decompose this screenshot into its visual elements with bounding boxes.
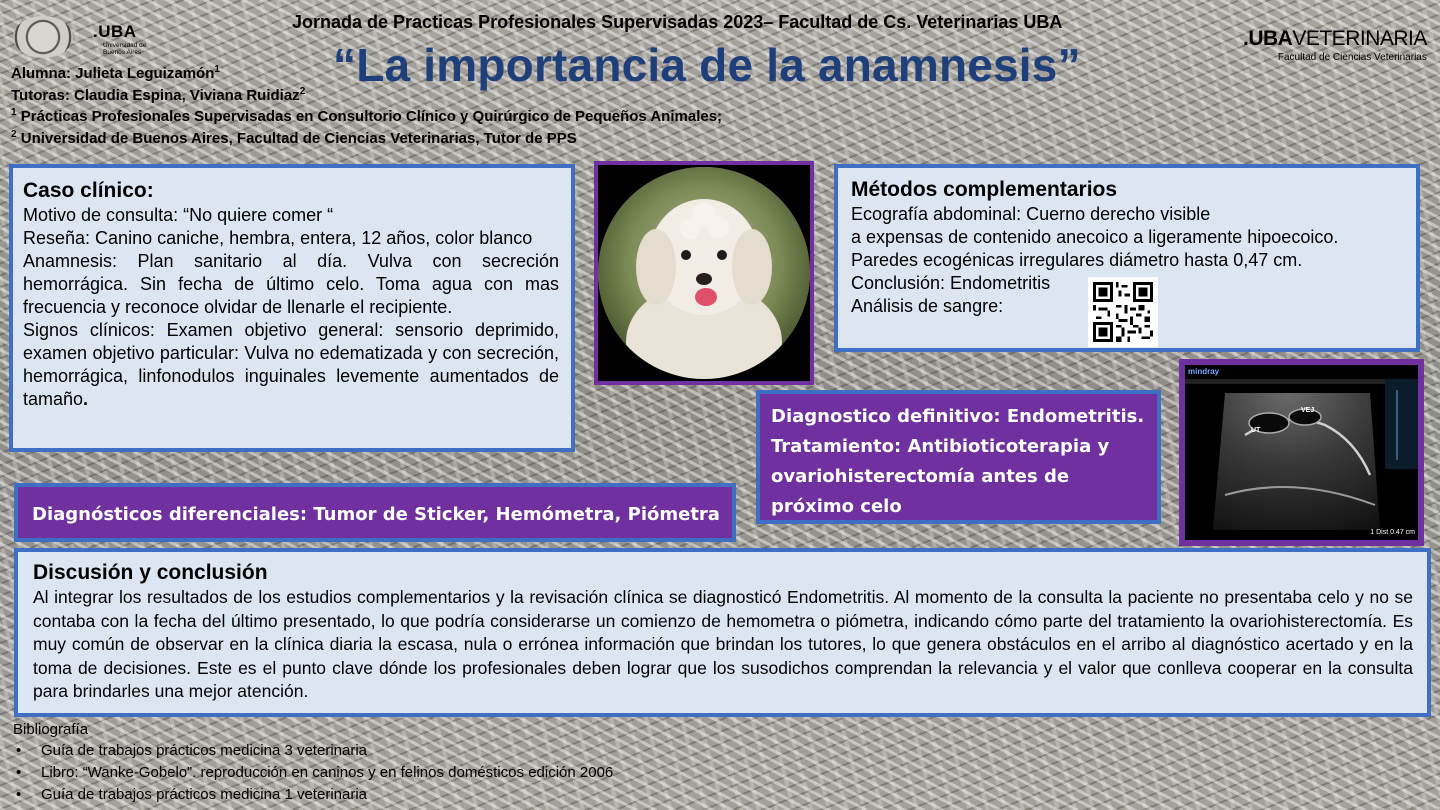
author-name: Alumna: Julieta Leguizamón — [11, 65, 215, 82]
dog-photo — [598, 167, 810, 379]
affiliation-2-sup: 2 — [11, 129, 17, 140]
bullet-icon: • — [16, 742, 22, 759]
affiliation-2-text: Universidad de Buenos Aires, Facultad de Ciencias Veterinarias, Tutor de PPS — [16, 130, 577, 147]
ultrasound-brand: mindray — [1188, 367, 1220, 376]
bibliografia-item-text: Guía de trabajos prácticos medicina 3 veterinaria — [41, 742, 368, 759]
ultrasound-label-vej: VEJ — [1301, 407, 1315, 414]
tutors-line — [11, 86, 305, 104]
diagnostico-line-4: próximo celo — [771, 496, 902, 517]
discusion-panel — [14, 548, 1431, 717]
bibliografia-title: Bibliografía — [13, 721, 89, 738]
uba-logo-subtext-2: Buenos Aires — [103, 49, 142, 56]
bibliografia-item-text: Libro: “Wanke-Gobelo”. reproducción en caninos y en felinos domésticos edición 2006 — [41, 764, 614, 781]
bibliografia-item — [16, 742, 367, 759]
ultrasound-measure: 1 Dist 0.47 cm — [1370, 529, 1415, 536]
metodos-line-4: Conclusión: Endometritis — [851, 273, 1051, 293]
tutors-sup: 2 — [299, 86, 306, 97]
caso-signos — [23, 319, 559, 411]
caso-clinico-title: Caso clínico: — [23, 179, 154, 202]
affiliation-2 — [11, 129, 577, 147]
caso-resena: Reseña: Canino caniche, hembra, entera, 12 años, color blanco — [23, 228, 533, 248]
qr-code-icon — [1093, 282, 1153, 342]
affiliation-1-text: Prácticas Profesionales Supervisadas en Consultorio Clínico y Quirúrgico de Pequeños Animales; — [16, 108, 723, 125]
dog-photo-frame — [594, 161, 814, 385]
ultrasound-image — [1185, 365, 1418, 540]
metodos-line-5: Análisis de sangre: — [851, 296, 1004, 316]
university-seal-logo — [13, 16, 73, 58]
affiliation-1 — [11, 107, 722, 125]
poodle-illustration — [598, 167, 810, 379]
bibliografia-item-text: Guía de trabajos prácticos medicina 1 veterinaria — [41, 786, 368, 803]
bibliografia-item — [16, 786, 367, 803]
metodos-line-1: Ecografía abdominal: Cuerno derecho visible — [851, 204, 1211, 224]
author-sup: 1 — [214, 64, 220, 75]
affiliation-1-sup: 1 — [11, 107, 17, 118]
caso-motivo: Motivo de consulta: “No quiere comer “ — [23, 205, 334, 225]
caso-signos-end: . — [83, 389, 89, 409]
ultrasound-image-frame — [1179, 359, 1424, 546]
event-title: Jornada de Practicas Profesionales Supervisadas 2023– Facultad de Cs. Veterinarias UBA — [292, 12, 1063, 32]
qr-code[interactable] — [1088, 277, 1158, 347]
ubavet-logo-rest: VETERINARIA — [1292, 27, 1427, 50]
discusion-text: Al integrar los resultados de los estudios complementarios y la revisación clínica se diagnosticó Endometritis. Al momento de la consulta la paciente no presentaba celo y no se contaba con la fecha del último presentado, lo que podría considerarse un comienzo de hemometra o piómetra, indicando cómo parte del tratamiento la ovariohisterectomía. Es muy común de observar en la clínica diaria la escasa, nula o errónea información que brindan los tutores, lo que genera obstáculos en el arribo al diagnóstico acertado y en la toma de decisiones. Este es el punto clave dónde los profesionales deben lograr que los susodichos comprendan la relevancia y el valor que conlleva cooperar en la consulta para brindarles una mejor atención. — [33, 587, 1413, 701]
ubavet-logo-subtitle: Facultad de Ciencias Veterinarias — [1277, 52, 1427, 63]
ubavet-logo-bold: .UBA — [1243, 27, 1293, 50]
uba-logo — [93, 22, 146, 56]
uba-logo-text: .UBA — [93, 22, 137, 41]
caso-signos-text: Signos clínicos: Examen objetivo general: sensorio deprimido, examen objetivo particular: Vulva no edematizada y con secreción, hemorrágica, linfonodulos inguinales levemente aumentados de tamaño — [23, 320, 559, 409]
diagnosticos-diferenciales-box — [14, 483, 736, 542]
uba-veterinaria-logo — [1243, 27, 1427, 63]
diagnostico-line-2: Tratamiento: Antibioticoterapia y — [771, 436, 1110, 457]
discusion-title: Discusión y conclusión — [33, 561, 268, 584]
diagnostico-definitivo-box — [756, 390, 1161, 524]
ultrasound-scan — [1185, 365, 1418, 540]
bibliografia-item — [16, 764, 613, 781]
poster-title: “La importancia de la anamnesis” — [333, 39, 1081, 91]
ultrasound-label-ut: UT — [1251, 427, 1261, 434]
metodos-line-2: a expensas de contenido anecoico a ligeramente hipoecoico. — [851, 227, 1339, 247]
bullet-icon: • — [16, 786, 22, 803]
author-line — [11, 64, 220, 82]
diagnostico-line-3: ovariohisterectomía antes de — [771, 466, 1070, 487]
metodos-title: Métodos complementarios — [851, 178, 1118, 201]
metodos-line-3: Paredes ecogénicas irregulares diámetro hasta 0,47 cm. — [851, 250, 1303, 270]
diagnostico-line-1: Diagnostico definitivo: Endometritis. — [771, 406, 1145, 427]
bullet-icon: • — [16, 764, 22, 781]
diferenciales-text: Diagnósticos diferenciales: Tumor de Sticker, Hemómetra, Piómetra — [32, 504, 720, 525]
caso-clinico-panel — [9, 164, 575, 452]
uba-logo-subtext-1: Universidad de — [103, 42, 147, 49]
caso-anamnesis: Anamnesis: Plan sanitario al día. Vulva con secreción hemorrágica. Sin fecha de último celo. Toma agua con mas frecuencia y reconoce olvidar de llenarle el recipiente. — [23, 251, 559, 317]
tutors-names: Tutoras: Claudia Espina, Viviana Ruidiaz — [11, 87, 300, 104]
